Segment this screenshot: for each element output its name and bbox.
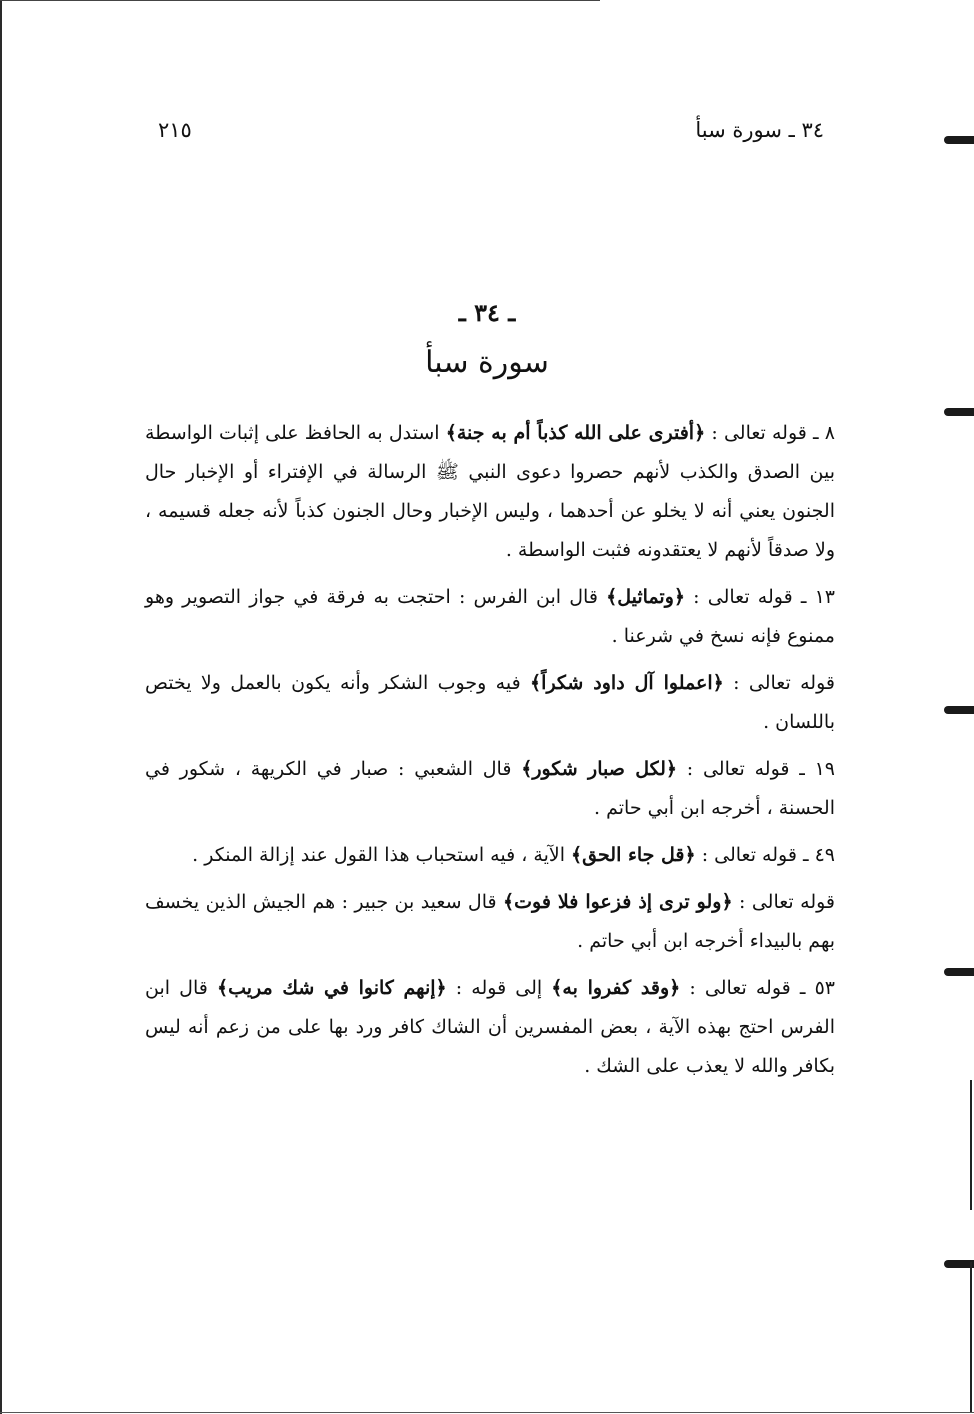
running-header xyxy=(150,118,824,154)
page-edge-right xyxy=(970,1080,972,1210)
verse-number-label: ٥٣ ـ قوله تعالى : xyxy=(680,977,835,999)
paragraph-verse-51 xyxy=(145,883,835,961)
paragraph-verse-53 xyxy=(145,969,835,1086)
page-edge-bottom xyxy=(0,1412,974,1413)
quran-verse: ﴿اعملوا آل داود شكراً﴾ xyxy=(530,672,724,694)
page-edge-right xyxy=(970,1262,972,1412)
binding-mark xyxy=(944,408,974,416)
quran-verse: ﴿وتماثيل﴾ xyxy=(606,586,686,608)
verse-number-label: ٨ ـ قوله تعالى : xyxy=(705,422,835,444)
chapter-number: ـ ٣٤ ـ xyxy=(458,298,516,327)
paragraph-verse-19 xyxy=(145,750,835,828)
verse-number-label: قوله تعالى : xyxy=(732,891,836,913)
page-number: ٢١٥ xyxy=(158,118,192,142)
commentary-text: قال سعيد بن جبير : هم الجيش الذين يخسف بهم بالبيداء أخرجه ابن أبي حاتم . xyxy=(145,891,835,952)
commentary-text: قال ابن الفرس : احتجت به فرقة في جواز التصوير وهو ممنوع فإنه نسخ في شرعنا . xyxy=(145,586,835,647)
verse-number-label: ١٩ ـ قوله تعالى : xyxy=(677,758,835,780)
binding-mark xyxy=(944,706,974,714)
verse-number-label: ١٣ ـ قوله تعالى : xyxy=(685,586,835,608)
binding-mark xyxy=(944,136,974,144)
running-header-title: ٣٤ ـ سورة سبأ xyxy=(695,118,824,142)
commentary-text: قال ابن الفرس احتج بهذه الآية ، بعض المفسرين أن الشاك كافر ورد بها على من زعم أنه ليس بكافر والله لا يعذب على الشك . xyxy=(145,977,835,1077)
quran-verse: ﴿إنهم كانوا في شك مريب﴾ xyxy=(216,977,447,999)
quran-verse: ﴿قل جاء الحق﴾ xyxy=(571,844,696,866)
commentary-text: قال الشعبي : صبار في الكريهة ، شكور في الحسنة ، أخرجه ابن أبي حاتم . xyxy=(145,758,835,819)
quran-verse: ﴿وقد كفروا به﴾ xyxy=(551,977,681,999)
quran-verse: ﴿ولو ترى إذ فزعوا فلا فوت﴾ xyxy=(503,891,733,913)
quran-verse: ﴿أفترى على الله كذباً أم به جنة﴾ xyxy=(445,422,706,444)
paragraph-verse-13b xyxy=(145,664,835,742)
verse-number-label: ٤٩ ـ قوله تعالى : xyxy=(695,844,835,866)
paragraph-verse-13 xyxy=(145,578,835,656)
page-edge-left xyxy=(0,0,2,1414)
commentary-text: فيه وجوب الشكر وأنه يكون بالعمل ولا يختص باللسان . xyxy=(145,672,835,733)
paragraph-verse-8 xyxy=(145,414,835,570)
page-edge-top xyxy=(0,0,600,1)
quran-verse: ﴿لكل صبار شكور﴾ xyxy=(521,758,678,780)
paragraph-verse-49 xyxy=(145,836,835,875)
commentary-text: استدل به الحافظ على إثبات الواسطة بين الصدق والكذب لأنهم حصروا دعوى النبي ﷺ الرسالة في الإفتراء أو الإخبار حال الجنون يعني أنه لا يخلو عن أحدهما ، وليس الإخبار وحال الجنون كذباً لأنه جعله قسيمه ، ولا صدقاً لأنهم لا يعتقدونه فثبت الواسطة . xyxy=(145,422,835,561)
commentary-text: إلى قوله : xyxy=(446,977,552,999)
chapter-title: سورة سبأ xyxy=(425,345,549,380)
commentary-body xyxy=(145,414,835,1094)
binding-mark xyxy=(944,968,974,976)
commentary-text: الآية ، فيه استحباب هذا القول عند إزالة المنكر . xyxy=(192,844,572,866)
verse-number-label: قوله تعالى : xyxy=(723,672,835,694)
